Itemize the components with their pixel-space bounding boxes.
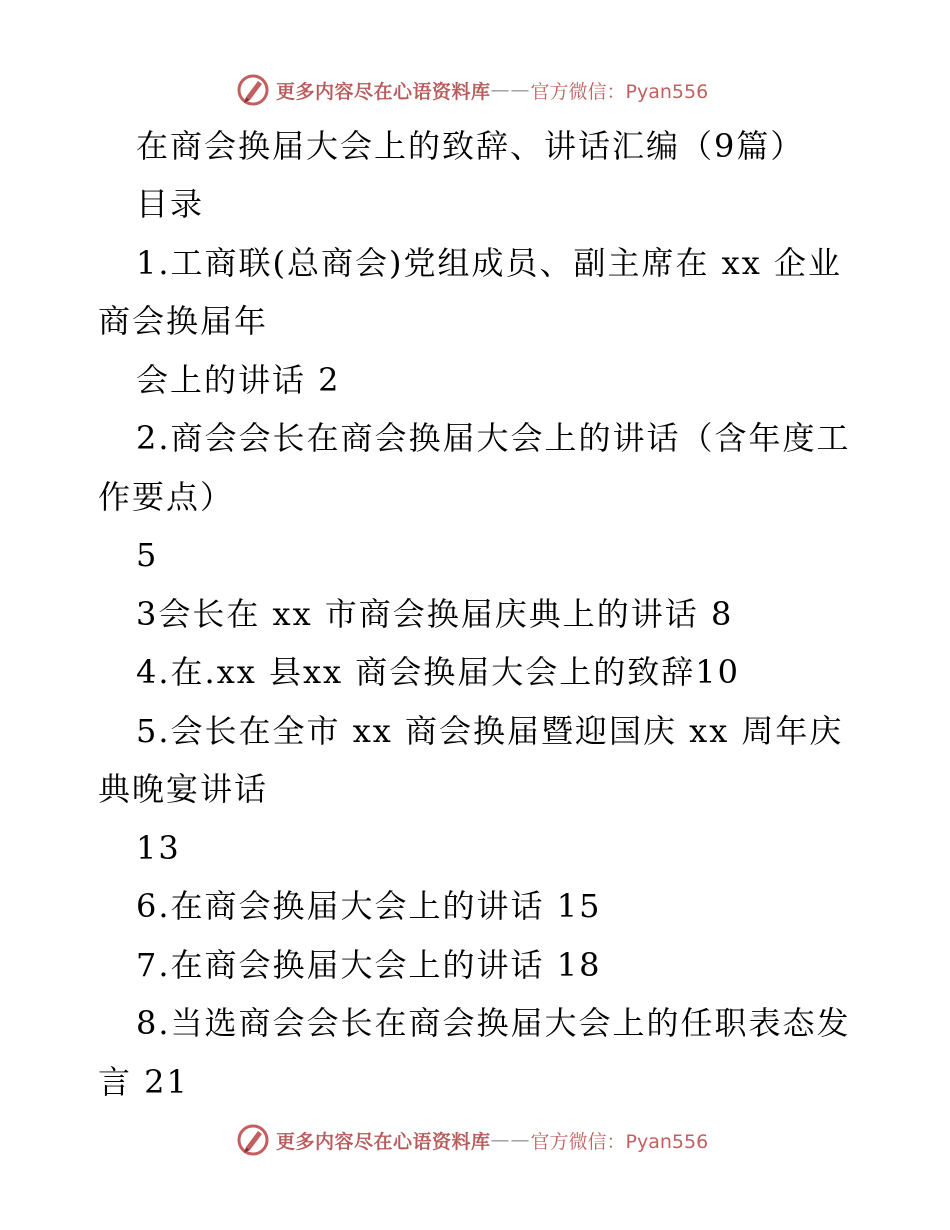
toc-line: 5.会长在全市 xx 商会换届暨迎国庆 xx 周年庆 xyxy=(136,712,844,750)
toc-line: 4.在.xx 县xx 商会换届大会上的致辞10 xyxy=(136,653,740,691)
toc-line: 13 xyxy=(136,829,181,867)
banner-contact: 官方微信：Pyan556 xyxy=(530,80,709,103)
toc-line: 7.在商会换届大会上的讲话 18 xyxy=(136,946,602,984)
pen-logo-icon xyxy=(236,1123,270,1157)
toc-line: 典晚宴讲话 xyxy=(98,770,269,808)
toc-heading: 目录 xyxy=(136,185,205,223)
document-title: 在商会换届大会上的致辞、讲话汇编（9篇） xyxy=(136,127,805,165)
toc-line: 商会换届年 xyxy=(98,302,269,340)
toc-line: 8.当选商会会长在商会换届大会上的任职表态发 xyxy=(136,1004,851,1042)
toc-line: 言 21 xyxy=(98,1063,189,1101)
footer-banner xyxy=(236,1123,708,1157)
toc-line: 2.商会会长在商会换届大会上的讲话（含年度工 xyxy=(136,419,851,457)
toc-line: 5 xyxy=(136,536,159,574)
toc-line: 会上的讲话 2 xyxy=(136,361,341,399)
banner-dash: —— xyxy=(490,79,531,101)
banner-main-text: 更多内容尽在心语资料库 xyxy=(276,80,491,103)
toc-line: 3会长在 xx 市商会换届庆典上的讲话 8 xyxy=(136,595,734,633)
banner-contact: 官方微信：Pyan556 xyxy=(530,1130,709,1153)
banner-main-text: 更多内容尽在心语资料库 xyxy=(276,1130,491,1153)
toc-line: 作要点） xyxy=(98,478,235,516)
toc-line: 1.工商联(总商会)党组成员、副主席在 xx 企业 xyxy=(136,244,842,282)
banner-dash: —— xyxy=(490,1129,531,1151)
toc-line: 6.在商会换届大会上的讲话 15 xyxy=(136,887,602,925)
